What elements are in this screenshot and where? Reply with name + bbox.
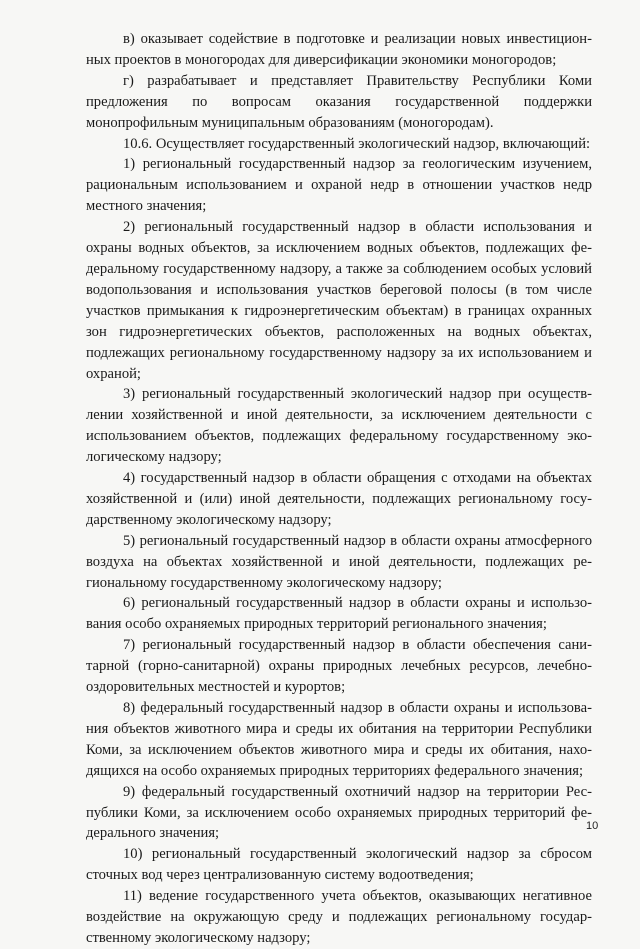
paragraph: 2) региональный государственный надзор в области использования и охраны водных объектов, за исключением водных объектов, подлежащих федеральному государственному надзору, а также за соблюдением особых условий водопользования и использования участков береговой полосы (в том числе участков примыкания к гидроэнергетическим объектам) в границах охранных зон гидроэнергетических объектов, расположенных на водных объектах, подлежащих региональному государственному надзору за их использованием и охраной; — [86, 219, 592, 382]
paragraph: 11) ведение государственного учета объектов, оказывающих негативное воздействие на окружающую среду и подлежащих региональному государственному экологическому надзору; — [86, 888, 592, 946]
paragraph: 7) региональный государственный надзор в области обеспечения санитарной (горно-санитарной) охраны природных лечебных ресурсов, лечебнооздоровительных местностей и курортов; — [86, 637, 592, 696]
paragraph: 5) региональный государственный надзор в области охраны атмосферного воздуха на объектах хозяйственной и иной деятельности, подлежащих региональному государственному экологическому надзору; — [86, 532, 592, 591]
paragraph: 10) региональный государственный экологический надзор за сбросом сточных вод через централизованную систему водоотведения; — [86, 846, 592, 884]
paragraph: в) оказывает содействие в подготовке и реализации новых инвестиционных проектов в моногородах для диверсификации экономики моногородов; — [86, 31, 592, 68]
paragraph: 8) федеральный государственный надзор в области охраны и использования объектов животного мира и среды их обитания на территории Республики Коми, за исключением объектов животного мира и среды их обитания, находящихся на особо охраняемых природных территориях федерального значения; — [86, 700, 592, 779]
paragraph: г) разрабатывает и представляет Правительству Республики Коми предложения по вопросам оказания государственной поддержки монопрофильным муниципальным образованиям (моногородам). — [86, 72, 592, 131]
page-number: 10 — [586, 820, 599, 832]
paragraph: 6) региональный государственный надзор в области охраны и использования особо охраняемых природных территорий регионального значения; — [86, 595, 592, 633]
paragraph: 3) региональный государственный экологический надзор при осуществлении хозяйственной и иной деятельности, за исключением деятельности с использованием объектов, подлежащих федеральному государственному экологическому надзору; — [86, 386, 592, 466]
paragraph: 1) региональный государственный надзор за геологическим изучением, рациональным использованием и охраной недр в отношении участков недр местного значения; — [86, 156, 592, 215]
paragraph: 10.6. Осуществляет государственный экологический надзор, включающий: — [123, 135, 591, 152]
paragraph: 4) государственный надзор в области обращения с отходами на объектах хозяйственной и (или) иной деятельности, подлежащих региональному государственному экологическому надзору; — [86, 470, 592, 528]
document-body — [86, 29, 592, 949]
paragraph: 9) федеральный государственный охотничий надзор на территории Республики Коми, за исключением особо охраняемых природных территорий федерального значения; — [86, 783, 592, 842]
